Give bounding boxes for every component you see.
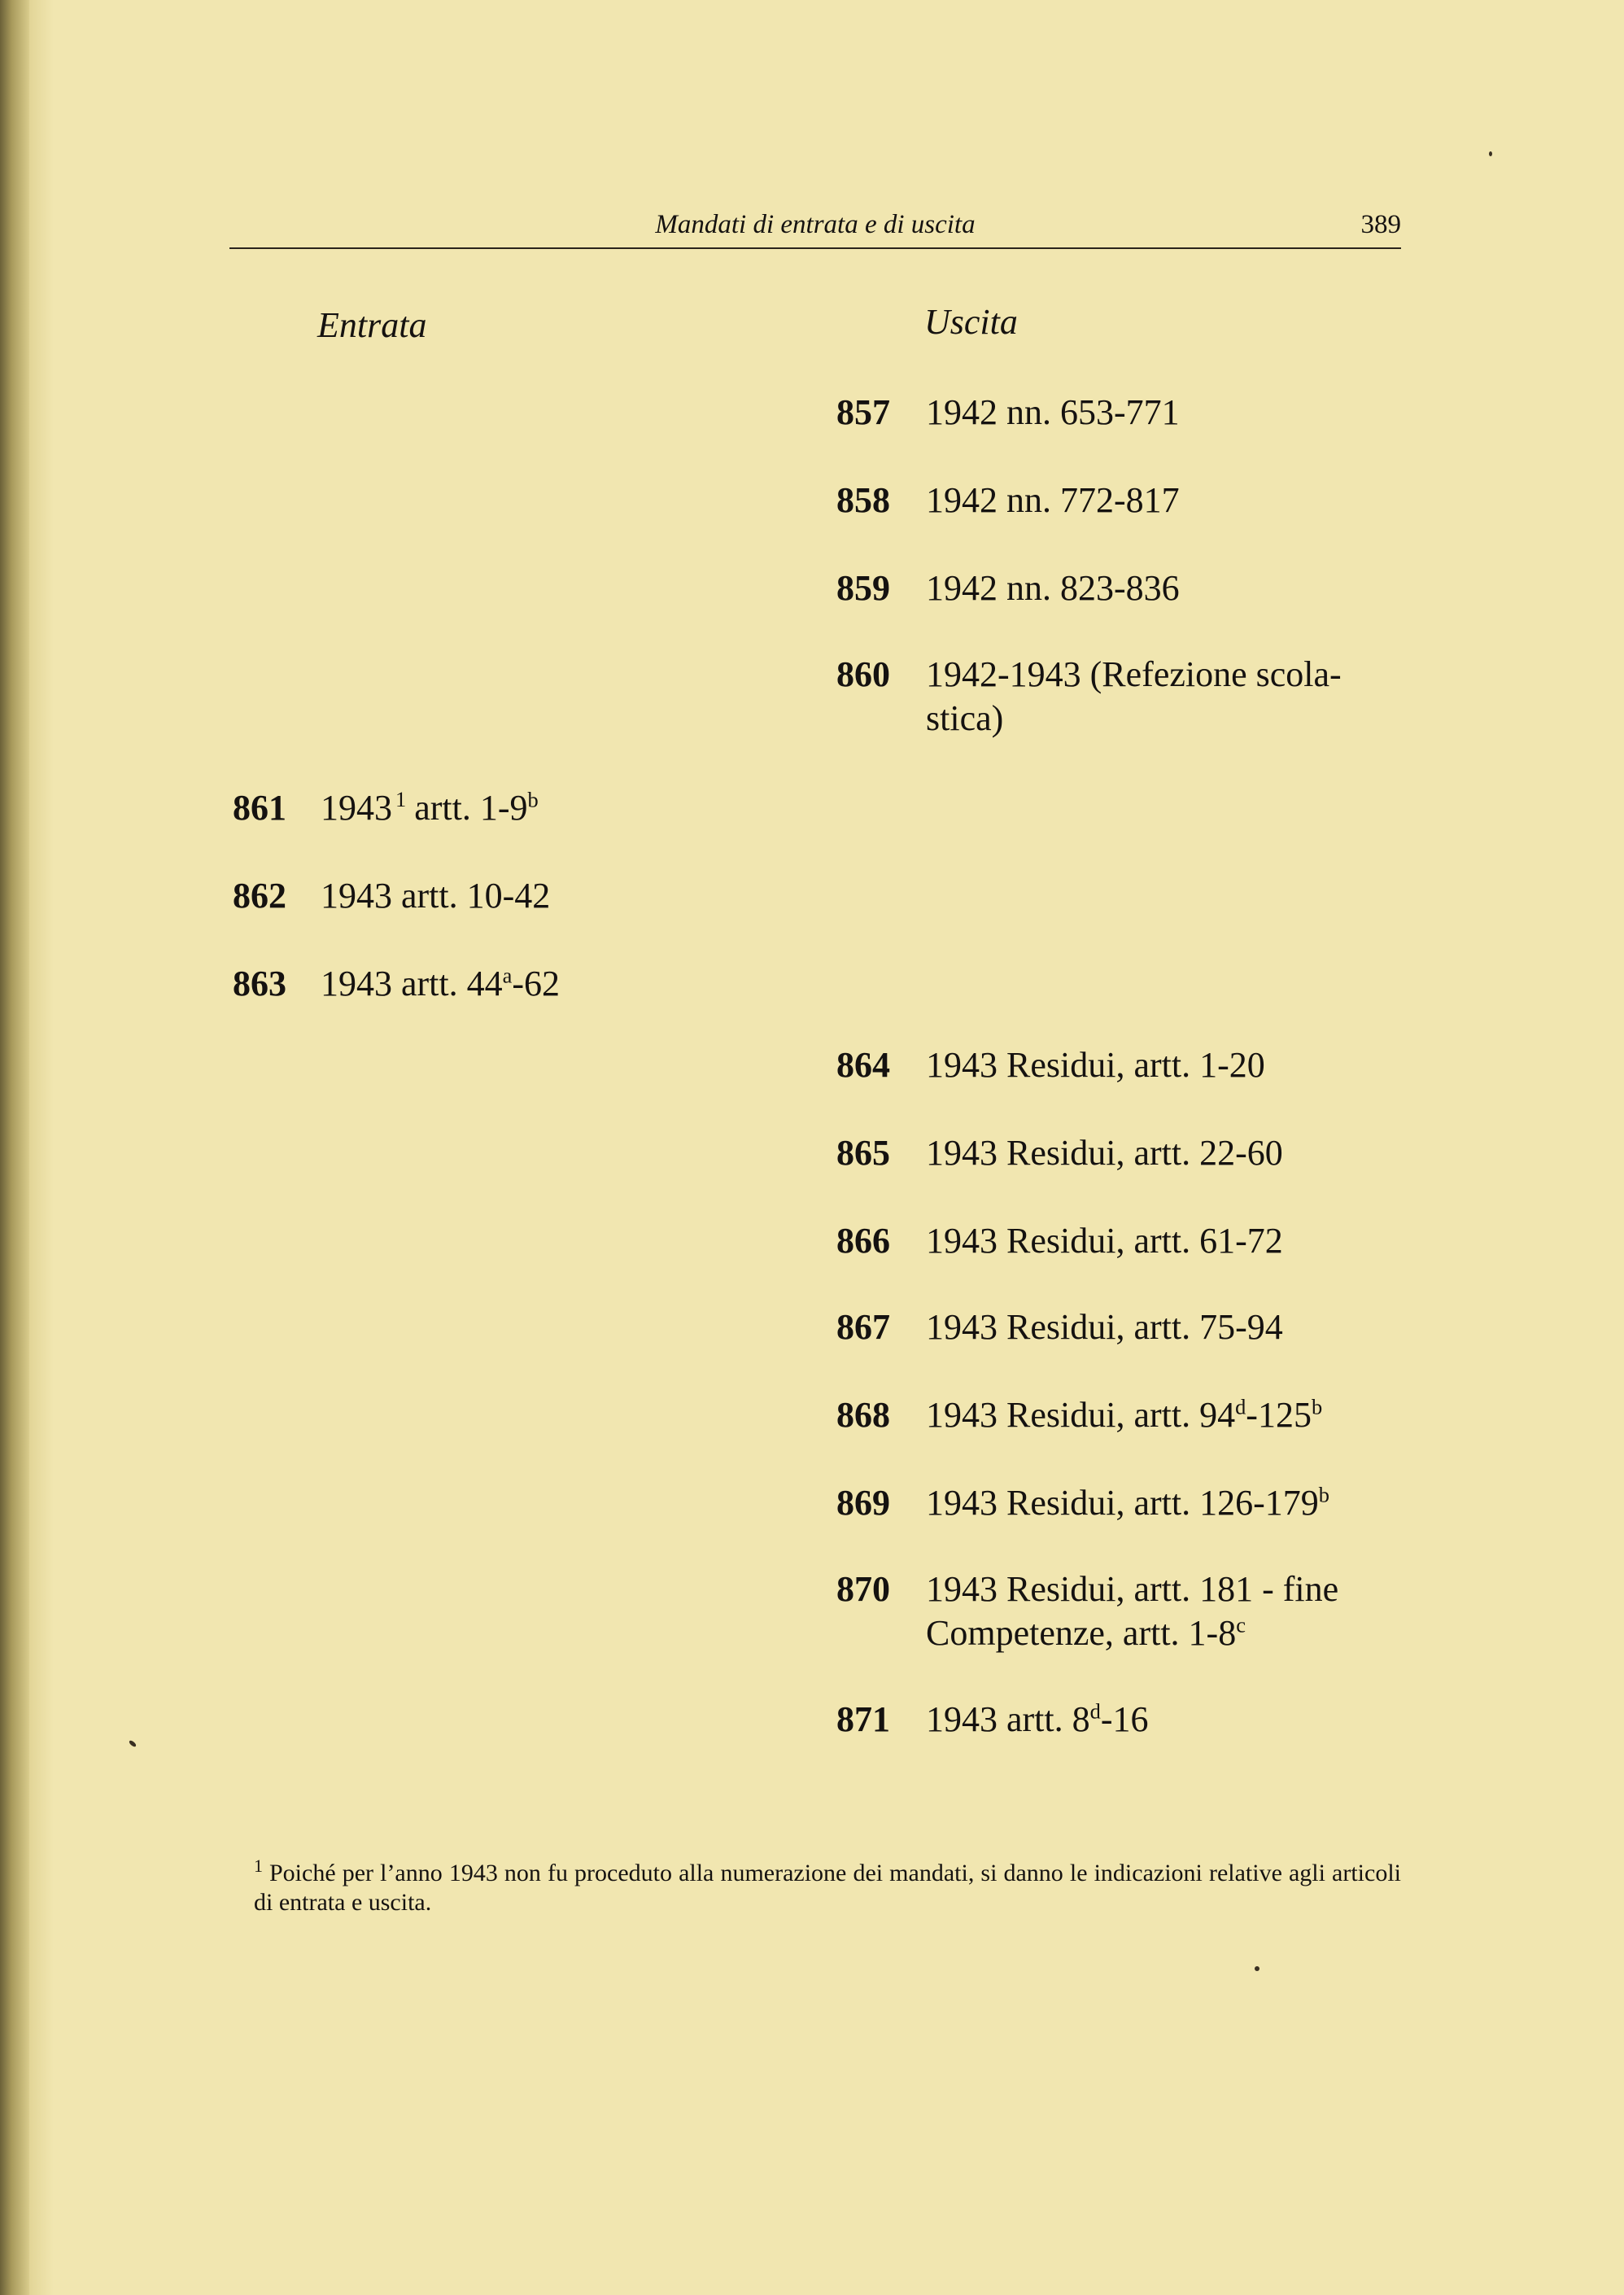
entry-text — [321, 962, 560, 1006]
entry-range-end: -16 — [1100, 1699, 1149, 1739]
column-heading-uscita: Uscita — [924, 302, 1018, 342]
entry-range-end: -62 — [512, 964, 561, 1003]
header-rule — [229, 247, 1401, 249]
entry-number: 869 — [836, 1483, 890, 1523]
paper-speck — [1255, 1966, 1259, 1971]
entry-number: 868 — [836, 1395, 890, 1435]
running-title: Mandati di entrata e di uscita — [655, 210, 976, 239]
entry-text: 1943 Residui, artt. 1-20 — [926, 1045, 1265, 1085]
entry-text — [321, 786, 539, 830]
entry-superscript: d — [1089, 1698, 1101, 1724]
entry-text — [926, 1481, 1329, 1525]
footnote-reference: 1 — [395, 787, 407, 812]
entry-text: 1943 Residui, artt. 75-94 — [926, 1307, 1283, 1347]
page-header — [229, 210, 1401, 251]
entry-year: 1943 — [321, 876, 392, 916]
entry-text: 1942-1943 (Refezione scola- — [926, 654, 1342, 694]
entry-number: 871 — [836, 1699, 890, 1739]
entry-number: 862 — [233, 876, 286, 916]
entry-number: 860 — [836, 654, 890, 694]
entry-range: 1943 Residui, artt. 126-179 — [926, 1483, 1319, 1523]
entry-number: 859 — [836, 568, 890, 608]
entry-range: 1943 Residui, artt. 94 — [926, 1395, 1236, 1435]
entry-superscript: c — [1236, 1612, 1246, 1637]
entry-number: 870 — [836, 1569, 890, 1609]
entry-range: 1943 artt. 8 — [926, 1699, 1090, 1739]
entry-text: 1942 nn. 653-771 — [926, 392, 1180, 432]
entry-superscript: b — [1318, 1482, 1329, 1507]
entry-number: 858 — [836, 480, 890, 520]
entry-number: 857 — [836, 392, 890, 432]
book-spine-shadow — [0, 0, 29, 2295]
paper-speck — [129, 1739, 138, 1747]
entry-range-end: -125 — [1246, 1395, 1312, 1435]
entry-text: 1942 nn. 823-836 — [926, 568, 1180, 608]
footnote-mark: 1 — [254, 1856, 263, 1876]
entry-superscript: b — [1311, 1394, 1323, 1419]
entry-range: artt. 1-9 — [414, 788, 528, 828]
entry-year: 1943 — [321, 788, 392, 828]
entry-range: artt. 10-42 — [401, 876, 551, 916]
entry-number: 866 — [836, 1221, 890, 1261]
entry-text: 1942 nn. 772-817 — [926, 480, 1180, 520]
book-gutter — [29, 0, 54, 2295]
entry-text-continued — [926, 1611, 1246, 1655]
entry-number: 867 — [836, 1307, 890, 1347]
entry-text: 1943 Residui, artt. 61-72 — [926, 1221, 1283, 1261]
footnote — [254, 1856, 1401, 1917]
entry-text — [926, 1698, 1149, 1742]
entry-text: 1943 Residui, artt. 22-60 — [926, 1133, 1283, 1173]
entry-number: 861 — [233, 788, 286, 828]
page-number: 389 — [1360, 210, 1401, 239]
entry-superscript: d — [1235, 1394, 1246, 1419]
footnote-text: Poiché per l’anno 1943 non fu proceduto alla numerazione dei mandati, si danno le indicazioni relative agli articoli di entrata e uscita. — [254, 1860, 1401, 1916]
entry-text — [321, 874, 550, 918]
entry-text: 1943 Residui, artt. 181 - fine — [926, 1569, 1339, 1609]
entry-superscript: b — [527, 787, 539, 812]
entry-number: 863 — [233, 964, 286, 1003]
paper-speck — [1489, 151, 1492, 156]
entry-range: Competenze, artt. 1-8 — [926, 1613, 1237, 1653]
entry-range: artt. 44 — [401, 964, 503, 1003]
entry-text — [926, 1393, 1322, 1437]
entry-text-continued: stica) — [926, 698, 1004, 738]
entry-superscript: a — [502, 963, 513, 988]
entry-year: 1943 — [321, 964, 392, 1003]
entry-number: 865 — [836, 1133, 890, 1173]
column-heading-entrata: Entrata — [317, 305, 427, 345]
entry-number: 864 — [836, 1045, 890, 1085]
